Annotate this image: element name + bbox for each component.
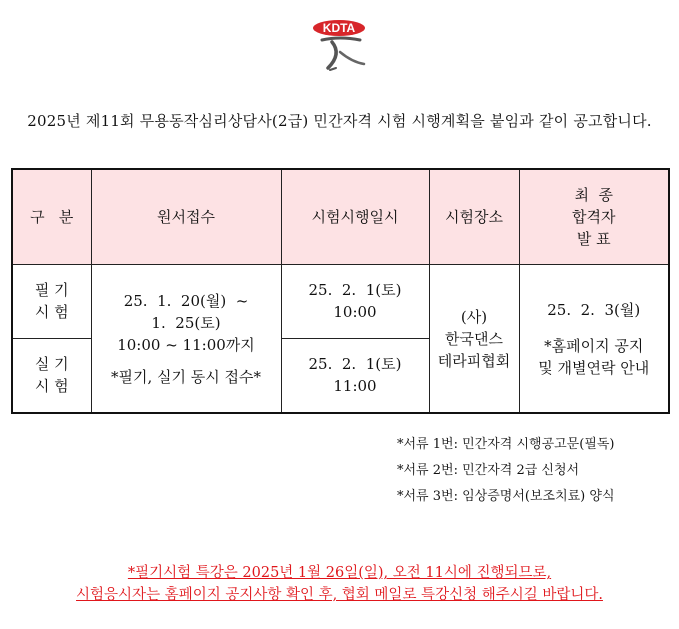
- written-exam-datetime: 25. 2. 1(토) 10:00: [281, 265, 429, 339]
- final-result-cell: 25. 2. 3(월) *홈페이지 공지 및 개별연락 안내: [519, 265, 669, 414]
- document-item: *서류 2번: 민간자격 2급 신청서: [397, 463, 580, 478]
- lecture-notice: [0, 562, 679, 606]
- notice-line-2: 시험응시자는 홈페이지 공지사항 확인 후, 협회 메일로 특강신청 해주시길 바랍니다.: [76, 587, 603, 603]
- exam-schedule-table: [11, 168, 670, 414]
- row-label-written: 필 기 시 험: [12, 265, 91, 339]
- document-item: *서류 1번: 민간자격 시행공고문(필독): [397, 437, 615, 452]
- row-label-practical: 실 기 시 험: [12, 338, 91, 413]
- table-row-written: [12, 265, 669, 339]
- practical-exam-datetime: 25. 2. 1(토) 11:00: [281, 338, 429, 413]
- header-exam-date: 시험시행일시: [281, 169, 429, 265]
- header-application: 원서접수: [91, 169, 281, 265]
- svg-text:KDTA: KDTA: [322, 21, 356, 35]
- table-header-row: [12, 169, 669, 265]
- document-list: [397, 432, 615, 510]
- intro-text: 2025년 제11회 무용동작심리상담사(2급) 민간자격 시험 시행계획을 붙임과 같이 공고합니다.: [27, 112, 652, 130]
- notice-line-1: *필기시험 특강은 2025년 1월 26일(일), 오전 11시에 진행되므로,: [127, 565, 552, 581]
- header-final-result: 최 종 합격자 발 표: [519, 169, 669, 265]
- application-period-cell: 25. 1. 20(월) ~ 1. 25(토) 10:00 ~ 11:00까지 *필기, 실기 동시 접수*: [91, 265, 281, 414]
- venue-cell: (사) 한국댄스 테라피협회: [429, 265, 519, 414]
- header-category: 구 분: [12, 169, 91, 265]
- document-item: *서류 3번: 임상증명서(보조치료) 양식: [397, 489, 615, 504]
- kdta-logo: [302, 6, 376, 80]
- header-venue: 시험장소: [429, 169, 519, 265]
